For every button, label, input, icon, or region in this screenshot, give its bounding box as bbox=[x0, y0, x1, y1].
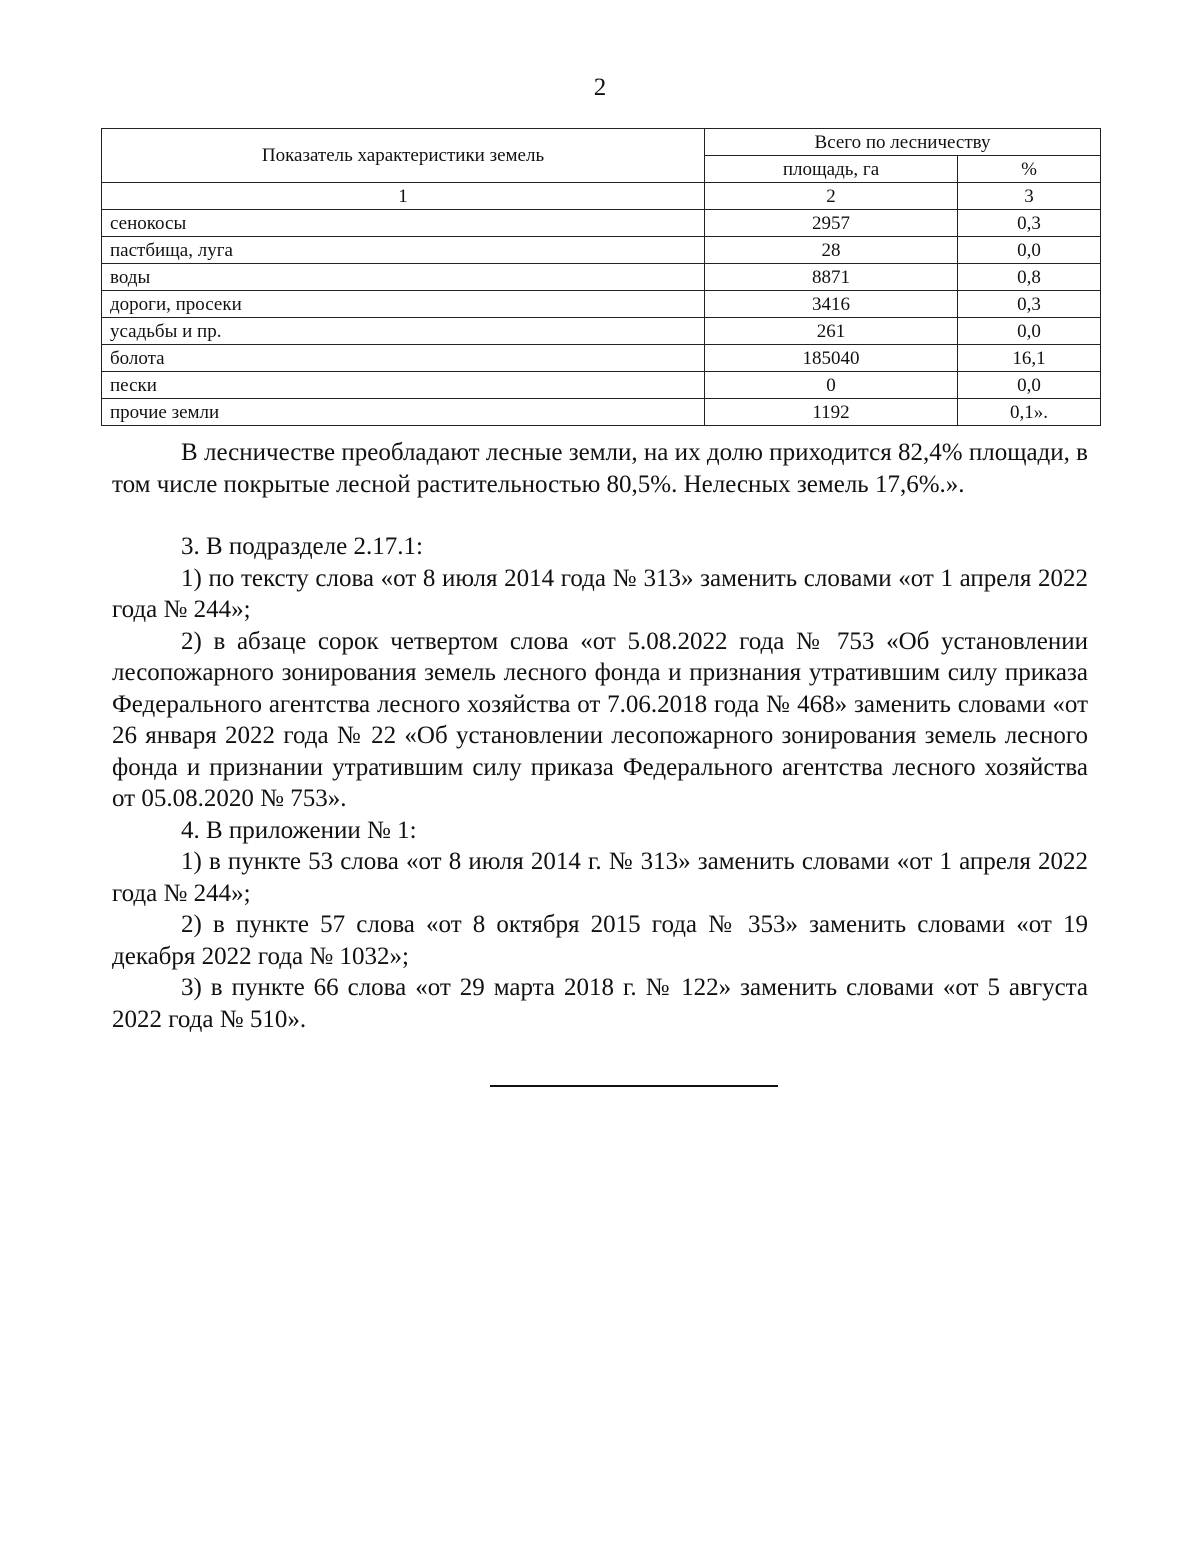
table-row bbox=[102, 210, 1101, 237]
header-total: Всего по лесничеству bbox=[705, 129, 1101, 156]
percent-value: 16,1 bbox=[958, 345, 1101, 372]
land-type: усадьбы и пр. bbox=[102, 318, 705, 345]
closing-separator-line bbox=[490, 1085, 778, 1087]
column-number: 3 bbox=[958, 183, 1101, 210]
column-number: 2 bbox=[705, 183, 958, 210]
area-value: 185040 bbox=[705, 345, 958, 372]
paragraph-item: 2) в абзаце сорок четвертом слова «от 5.08.2022 года № 753 «Об установлении лесопожарного зонирования земель лесного фонда и признания утратившим силу приказа Федерального агентства лесного хозяйства от 7.06.2018 года № 468» заменить словами «от 26 января 2022 года № 22 «Об установлении лесопожарного зонирования земель лесного фонда и признании утратившим силу приказа Федерального агентства лесного хозяйства от 05.08.2020 № 753». bbox=[112, 627, 1088, 812]
land-characteristics-table bbox=[101, 128, 1101, 426]
paragraph-section-4: 4. В приложении № 1: bbox=[181, 816, 417, 844]
column-number: 1 bbox=[102, 183, 705, 210]
percent-value: 0,1». bbox=[958, 399, 1101, 426]
percent-value: 0,3 bbox=[958, 210, 1101, 237]
paragraph-section-3: 3. В подразделе 2.17.1: bbox=[181, 533, 423, 560]
paragraph-item: 1) в пункте 53 слова «от 8 июля 2014 г. № 313» заменить словами «от 1 апреля 2022 года № 244»; bbox=[112, 848, 1088, 907]
table-row bbox=[102, 318, 1101, 345]
land-type: дороги, просеки bbox=[102, 291, 705, 318]
paragraph-item: 3) в пункте 66 слова «от 29 марта 2018 г. № 122» заменить словами «от 5 августа 2022 года № 510». bbox=[112, 974, 1088, 1033]
land-type: болота bbox=[102, 345, 705, 372]
area-value: 261 bbox=[705, 318, 958, 345]
percent-value: 0,0 bbox=[958, 372, 1101, 399]
area-value: 28 bbox=[705, 237, 958, 264]
header-indicator: Показатель характеристики земель bbox=[102, 129, 705, 183]
paragraph-forest-share: В лесничестве преобладают лесные земли, на их долю приходится 82,4% площади, в том числе покрытые лесной растительностью 80,5%. Нелесных земель 17,6%.». bbox=[112, 439, 1088, 498]
land-type: сенокосы bbox=[102, 210, 705, 237]
area-value: 2957 bbox=[705, 210, 958, 237]
land-type: воды bbox=[102, 264, 705, 291]
table-row bbox=[102, 399, 1101, 426]
table-row bbox=[102, 264, 1101, 291]
header-percent: % bbox=[958, 156, 1101, 183]
land-type: прочие земли bbox=[102, 399, 705, 426]
percent-value: 0,8 bbox=[958, 264, 1101, 291]
document-body bbox=[112, 437, 1088, 1035]
percent-value: 0,0 bbox=[958, 318, 1101, 345]
land-type: пески bbox=[102, 372, 705, 399]
page-number: 2 bbox=[593, 74, 607, 101]
percent-value: 0,0 bbox=[958, 237, 1101, 264]
area-value: 3416 bbox=[705, 291, 958, 318]
table-row bbox=[102, 345, 1101, 372]
table-row bbox=[102, 372, 1101, 399]
table-row bbox=[102, 291, 1101, 318]
area-value: 1192 bbox=[705, 399, 958, 426]
paragraph-item: 1) по тексту слова «от 8 июля 2014 года № 313» заменить словами «от 1 апреля 2022 года № 244»; bbox=[112, 564, 1088, 623]
header-area: площадь, га bbox=[705, 156, 958, 183]
table-row bbox=[102, 237, 1101, 264]
paragraph-item: 2) в пункте 57 слова «от 8 октября 2015 года № 353» заменить словами «от 19 декабря 2022 года № 1032»; bbox=[112, 911, 1088, 970]
table-header-row bbox=[102, 129, 1101, 156]
area-value: 8871 bbox=[705, 264, 958, 291]
land-type: пастбища, луга bbox=[102, 237, 705, 264]
column-number-row bbox=[102, 183, 1101, 210]
percent-value: 0,3 bbox=[958, 291, 1101, 318]
area-value: 0 bbox=[705, 372, 958, 399]
